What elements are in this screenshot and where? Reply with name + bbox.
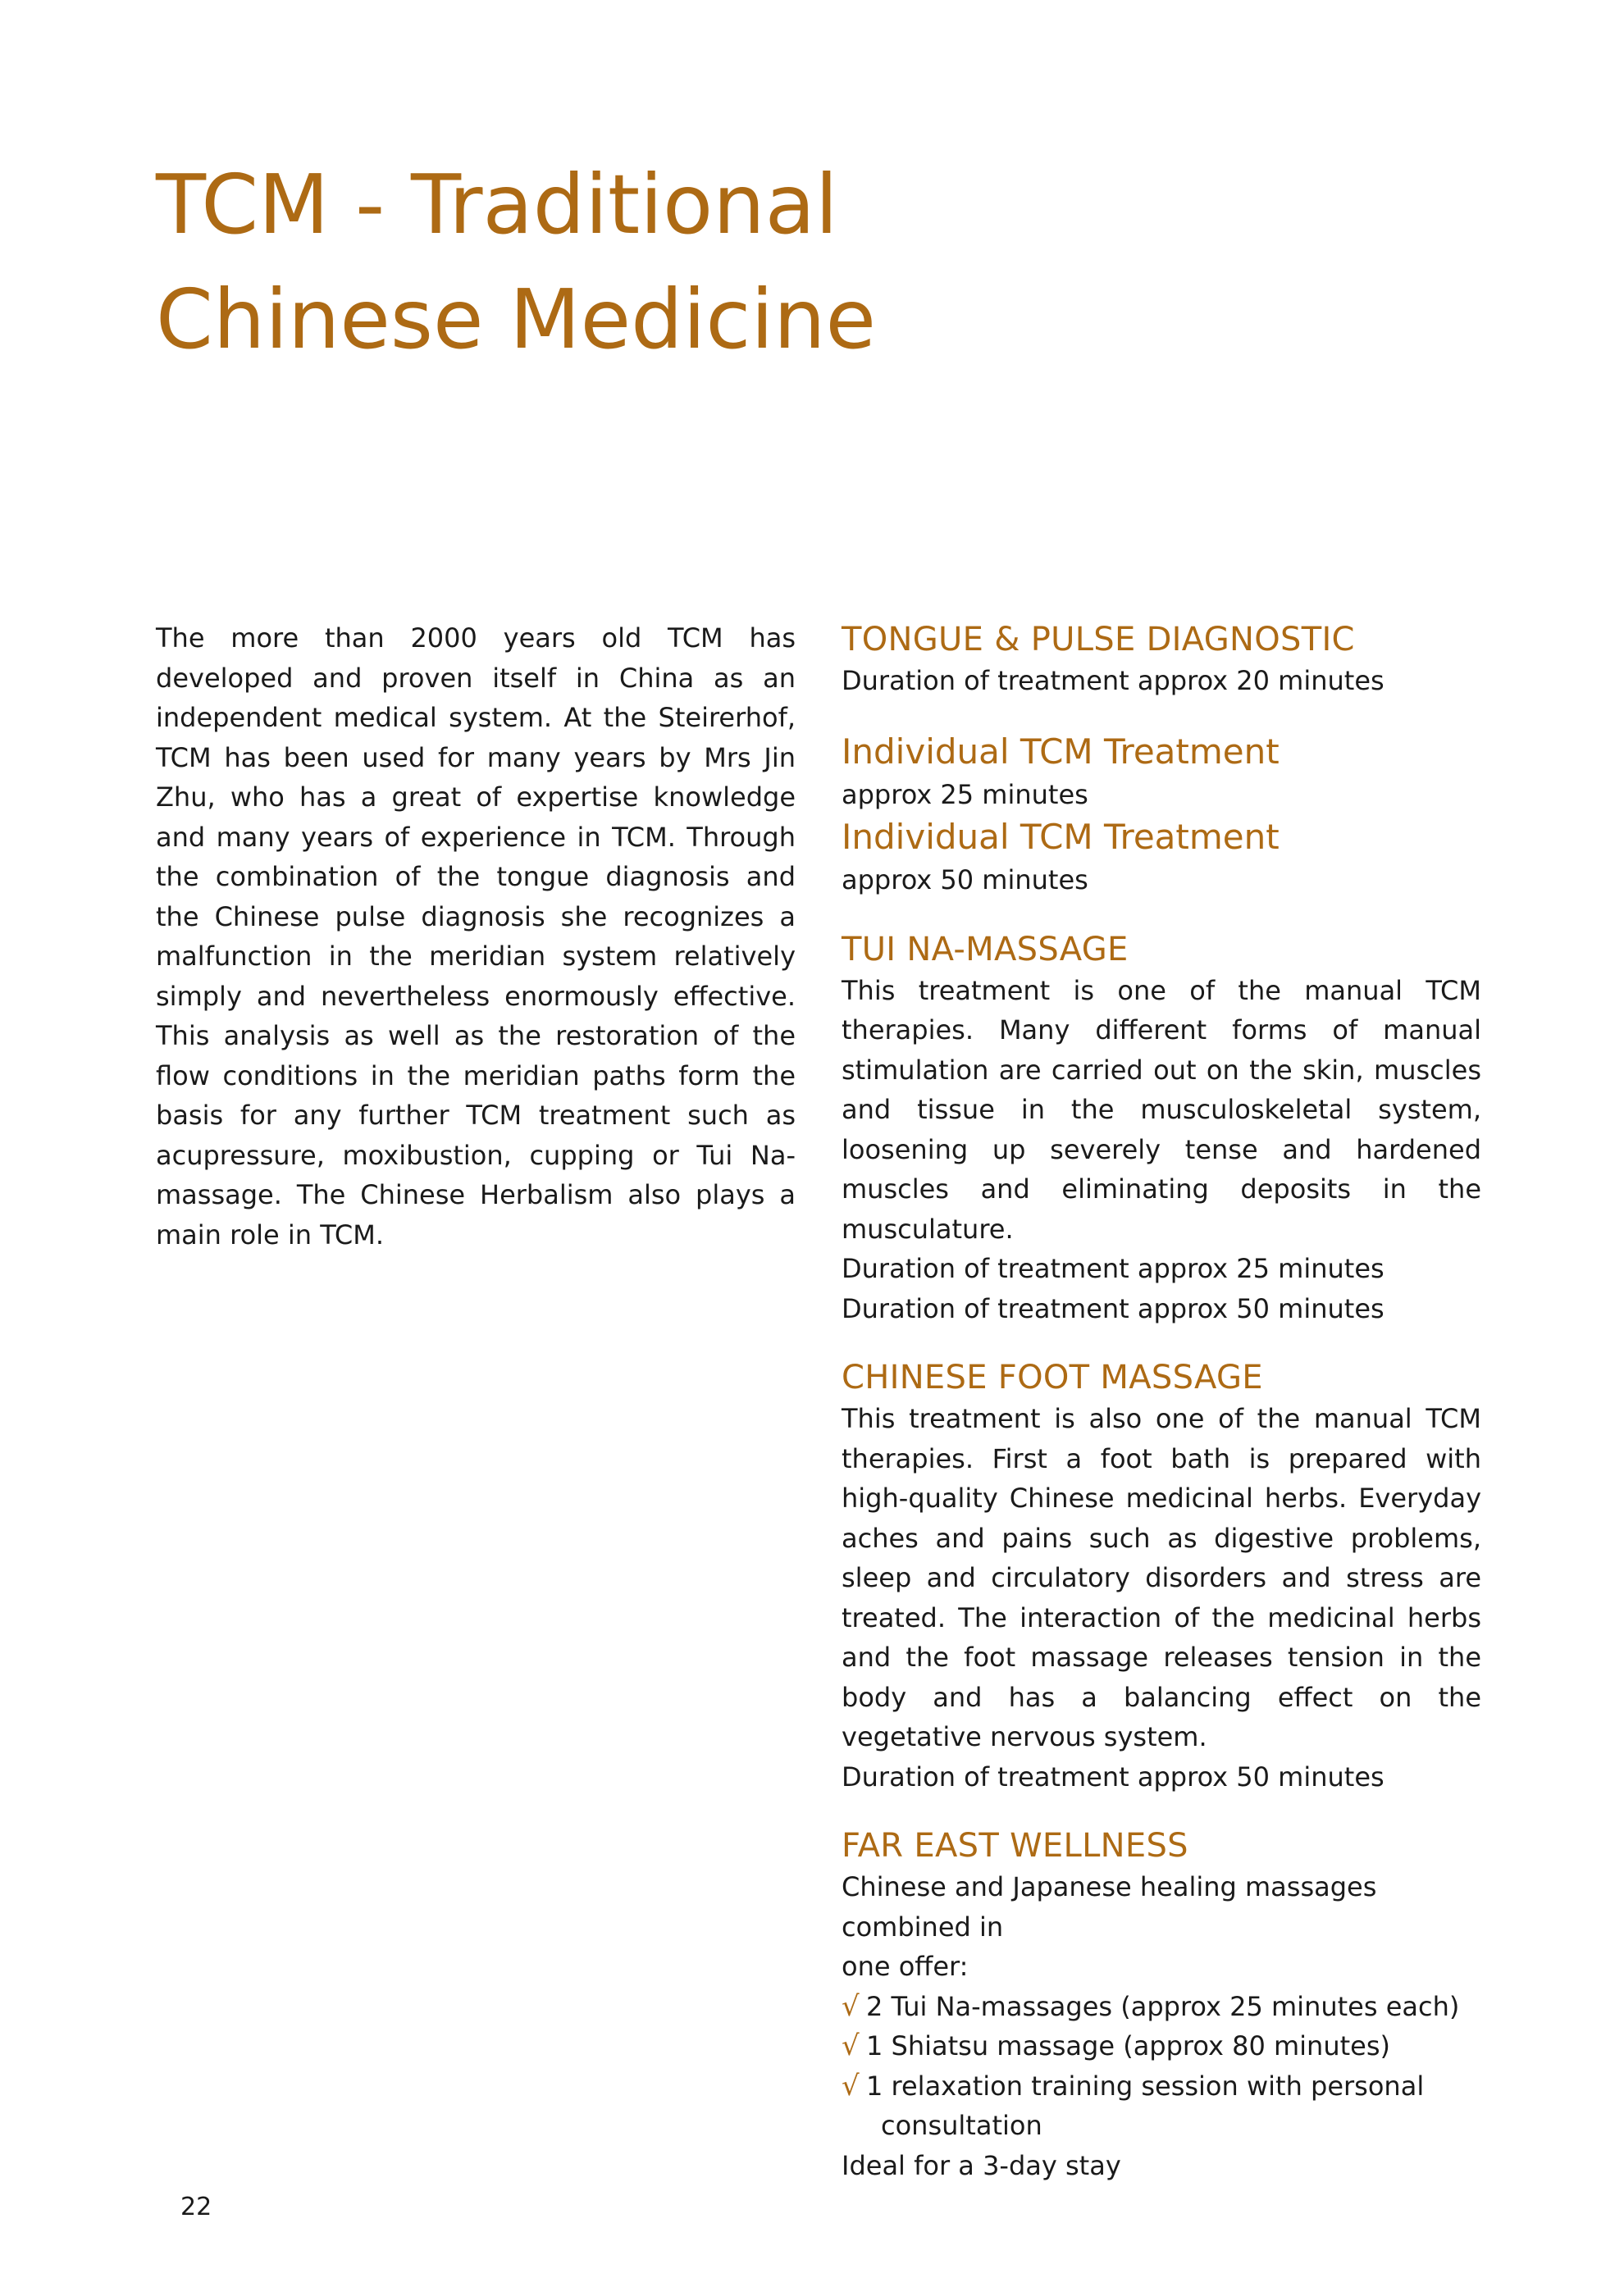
page-number: 22	[180, 2193, 212, 2221]
section-description: This treatment is one of the manual TCM therapies. Many different forms of manual stimulation are carried out on the skin, muscles and tissue in the musculoskeletal system, loosening up severely tense and hardened muscles and eliminating deposits in the musculature.	[842, 974, 1481, 1245]
offer-item	[842, 1987, 1481, 2027]
checkmark-icon: √	[842, 1989, 860, 2023]
section-far-east-wellness	[842, 1824, 1481, 2185]
duration-text: Duration of treatment approx 25 minutes	[842, 1253, 1385, 1284]
section-heading: FAR EAST WELLNESS	[842, 1827, 1188, 1865]
section-heading: Individual TCM Treatment	[842, 731, 1280, 772]
page-title	[156, 148, 1140, 377]
section-tongue-pulse	[842, 618, 1481, 701]
section-individual-25	[842, 729, 1481, 815]
section-footer-note: Ideal for a 3-day stay	[842, 2149, 1121, 2181]
section-heading: Individual TCM Treatment	[842, 817, 1280, 857]
duration-text: Duration of treatment approx 50 minutes	[842, 1761, 1385, 1793]
section-individual-50	[842, 814, 1481, 900]
section-heading: CHINESE FOOT MASSAGE	[842, 1359, 1263, 1396]
checkmark-icon: √	[842, 2029, 860, 2062]
offer-item	[842, 2066, 1481, 2146]
intro-paragraph: The more than 2000 years old TCM has developed and proven itself in China as an independent medical system. At the Steirerhof, TCM has been used for many years by Mrs Jin Zhu, who has a great of expertise knowledge and many years of experience in TCM. Through the combination of the tongue diagnosis and the Chinese pulse diagnosis she recognizes a malfunction in the meridian system relatively simply and nevertheless enormously effective. This analysis as well as the restoration of the flow conditions in the meridian paths form the basis for any further TCM treatment such as acupressure, moxibustion, cupping or Tui Na-massage. The Chinese Herbalism also plays a main role in TCM.	[156, 622, 796, 1250]
section-heading: TONGUE & PULSE DIAGNOSTIC	[842, 621, 1355, 658]
page-title-line-2: Chinese Medicine	[156, 271, 877, 367]
section-description: This treatment is also one of the manual TCM therapies. First a foot bath is prepared with high-quality Chinese medicinal herbs. Everyday aches and pains such as digestive problems, sleep and circulatory disorders and stress are treated. The interaction of the medicinal herbs and the foot massage releases tension in the body and has a balancing effect on the vegetative nervous system.	[842, 1403, 1481, 1752]
offer-item-text: 1 Shiatsu massage (approx 80 minutes)	[866, 2030, 1390, 2061]
section-tui-na	[842, 928, 1481, 1329]
duration-text: approx 50 minutes	[842, 864, 1088, 895]
offer-item-text: 2 Tui Na-massages (approx 25 minutes each)	[866, 1990, 1460, 2022]
duration-text: Duration of treatment approx 50 minutes	[842, 1292, 1385, 1324]
section-description: Chinese and Japanese healing massages combined in	[842, 1871, 1377, 1943]
duration-text: Duration of treatment approx 20 minutes	[842, 665, 1385, 696]
checkmark-icon: √	[842, 2069, 860, 2102]
offer-item	[842, 2026, 1481, 2066]
section-heading: TUI NA-MASSAGE	[842, 930, 1129, 968]
duration-text: approx 25 minutes	[842, 778, 1088, 810]
offer-item-text: 1 relaxation training session with personal consultation	[866, 2070, 1425, 2141]
section-chinese-foot-massage	[842, 1356, 1481, 1797]
treatments-column	[842, 618, 1481, 2185]
section-description: one offer:	[842, 1951, 969, 1982]
page-title-line-1: TCM - Traditional	[156, 157, 838, 253]
